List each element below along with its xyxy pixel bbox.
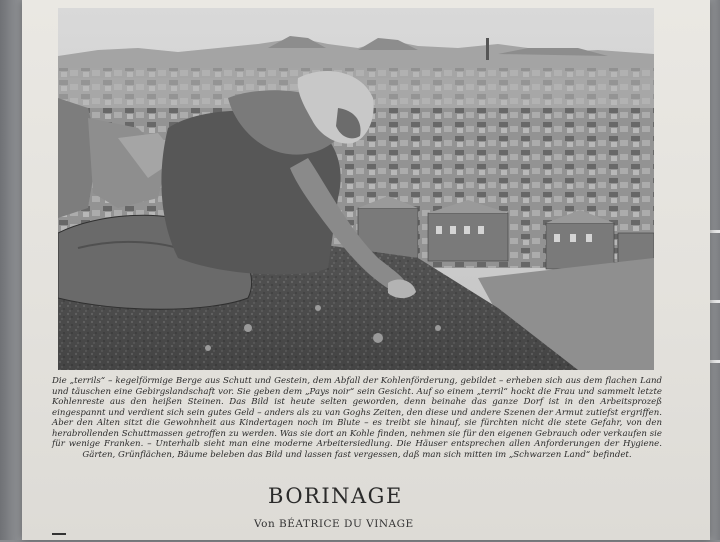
coal-heap-photo <box>58 8 654 370</box>
photo-caption <box>52 376 662 460</box>
photograph <box>58 8 654 370</box>
next-paragraph-start <box>52 533 66 542</box>
magazine-page <box>22 0 710 540</box>
caption-text: Die „terrils“ – kegelförmige Berge aus Schutt und Gestein, dem Abfall der Kohlenförderung, gebildet – erheben sich aus dem flachen Land und täuschen eine Gebirgslandschaft vor. Sie geben dem „Pays noir“ sein Gesicht. Auf so einem „terril“ hockt die Frau und sammelt letzte Kohlenreste aus den heißen Steinen. Das Bild ist heute selten geworden, denn beinahe das ganze Dorf ist in den Arbeitsprozeß eingespannt und verdient sich sein gutes Geld – anders als zu van Goghs Zeiten, den diese und andere Szenen der Armut zutiefst ergriffen. Aber den Alten sitzt die Gewohnheit aus Kindertagen noch im Blute – es treibt sie hinauf, sie fürchten nicht die stete Gefahr, von den herabrollenden Schuttmassen getroffen zu werden. Was sie dort an Kohle finden, nehmen sie für den eigenen Gebrauch oder verkaufen sie für wenige Franken. – Unterhalb sieht man eine moderne Arbeitersiedlung. Die Häuser entsprechen allen Anforderungen der Hygiene. Gärten, Grünflächen, Bäume beleben das Bild und lassen fast vergessen, daß man sich mitten im „Schwarzen Land“ befindet. <box>52 376 662 460</box>
byline <box>254 518 414 530</box>
article-title: BORINAGE <box>268 484 403 508</box>
byline-prefix: Von <box>254 518 276 530</box>
author-name: BÉATRICE DU VINAGE <box>279 518 414 530</box>
